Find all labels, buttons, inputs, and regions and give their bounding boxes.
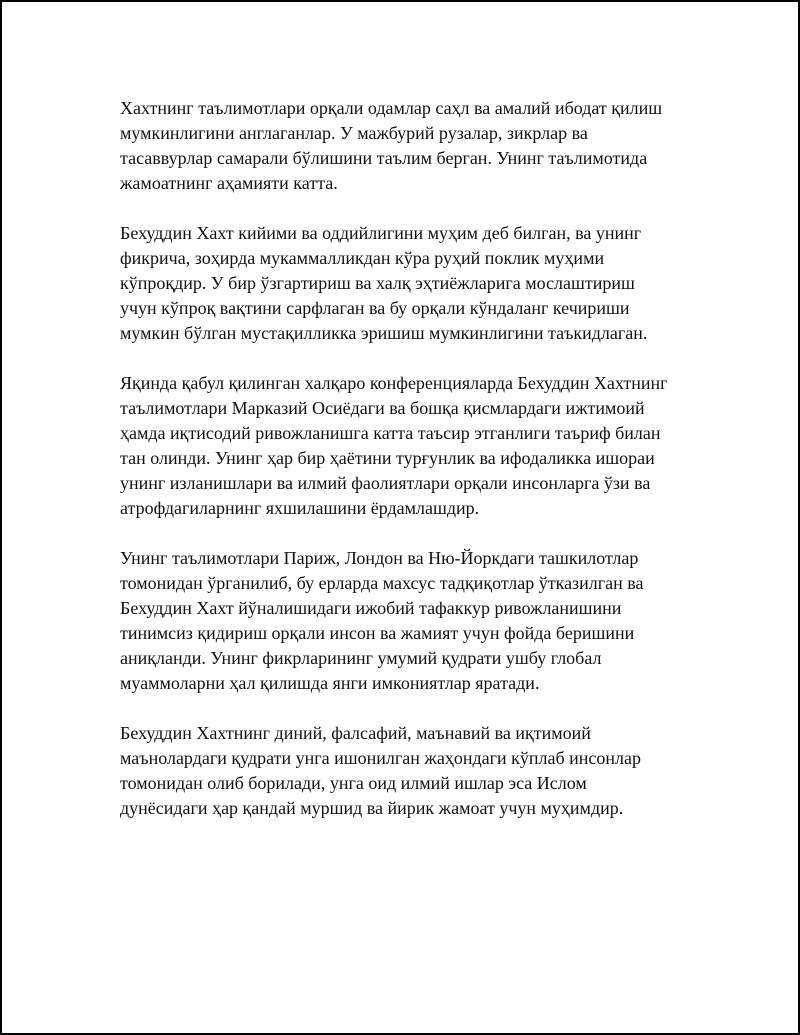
paragraph-3	[120, 371, 690, 521]
text-line: томонидан олиб борилади, унга оид илмий ишлар эса Ислом	[120, 773, 587, 793]
text-line: Бехуддин Хахт кийими ва оддийлигини муҳим деб билган, ва унинг	[120, 223, 642, 243]
text-line: мумкин бўлган мустақилликка эришиш мумкинлигини таъкидлаган.	[120, 323, 648, 343]
text-line: дунёсидаги ҳар қандай муршид ва йирик жамоат учун муҳимдир.	[120, 798, 624, 818]
text-line: тан олинди. Унинг ҳар бир ҳаётини турғунлик ва ифодаликка ишораи	[120, 448, 655, 468]
text-line: жамоатнинг аҳамияти катта.	[120, 173, 338, 193]
text-line: мумкинлигини англаганлар. У мажбурий рузалар, зикрлар ва	[120, 123, 588, 143]
text-line: фикрича, зоҳирда мукаммалликдан кўра руҳий поклик муҳими	[120, 248, 605, 268]
text-line: таълимотлари Марказий Осиёдаги ва бошқа қисмлардаги ижтимоий	[120, 398, 645, 418]
text-line: атрофдагиларнинг яхшилашини ёрдамлашдир.	[120, 498, 480, 518]
text-line: маънолардаги қудрати унга ишонилган жаҳондаги кўплаб инсонлар	[120, 748, 641, 768]
text-line: Бехуддин Хахт йўналишидаги ижобий тафаккур ривожланишини	[120, 598, 622, 618]
text-line: Яқинда қабул қилинган халқаро конференцияларда Бехуддин Хахтнинг	[120, 373, 668, 393]
text-line: Унинг таълимотлари Париж, Лондон ва Ню-Йоркдаги ташкилотлар	[120, 548, 639, 568]
text-line: аниқланди. Унинг фикрларининг умумий қудрати ушбу глобал	[120, 648, 602, 668]
text-line: Хахтнинг таълимотлари орқали одамлар саҳл ва амалий ибодат қилиш	[120, 98, 663, 118]
text-line: тинимсиз қидириш орқали инсон ва жамият учун фойда беришини	[120, 623, 635, 643]
text-line: муаммоларни ҳал қилишда янги имкониятлар яратади.	[120, 673, 540, 693]
paragraph-2	[120, 221, 690, 346]
text-line: Бехуддин Хахтнинг диний, фалсафий, маънавий ва иқтимоий	[120, 723, 591, 743]
text-line: кўпроқдир. У бир ўзгартириш ва халқ эҳтиёжларига мослаштириш	[120, 273, 635, 293]
text-line: ҳамда иқтисодий ривожланишга катта таъсир этганлиги таъриф билан	[120, 423, 661, 443]
text-line: тасаввурлар самарали бўлишини таълим берган. Унинг таълимотида	[120, 148, 648, 168]
paragraph-4	[120, 546, 690, 696]
document-body	[120, 96, 690, 846]
text-line: унинг изланишлари ва илмий фаолиятлари орқали инсонларга ўзи ва	[120, 473, 651, 493]
text-line: учун кўпроқ вақтини сарфлаган ва бу орқали кўндаланг кечириши	[120, 298, 630, 318]
paragraph-1	[120, 96, 690, 196]
paragraph-5	[120, 721, 690, 821]
text-line: томонидан ўрганилиб, бу ерларда махсус тадқиқотлар ўтказилган ва	[120, 573, 644, 593]
